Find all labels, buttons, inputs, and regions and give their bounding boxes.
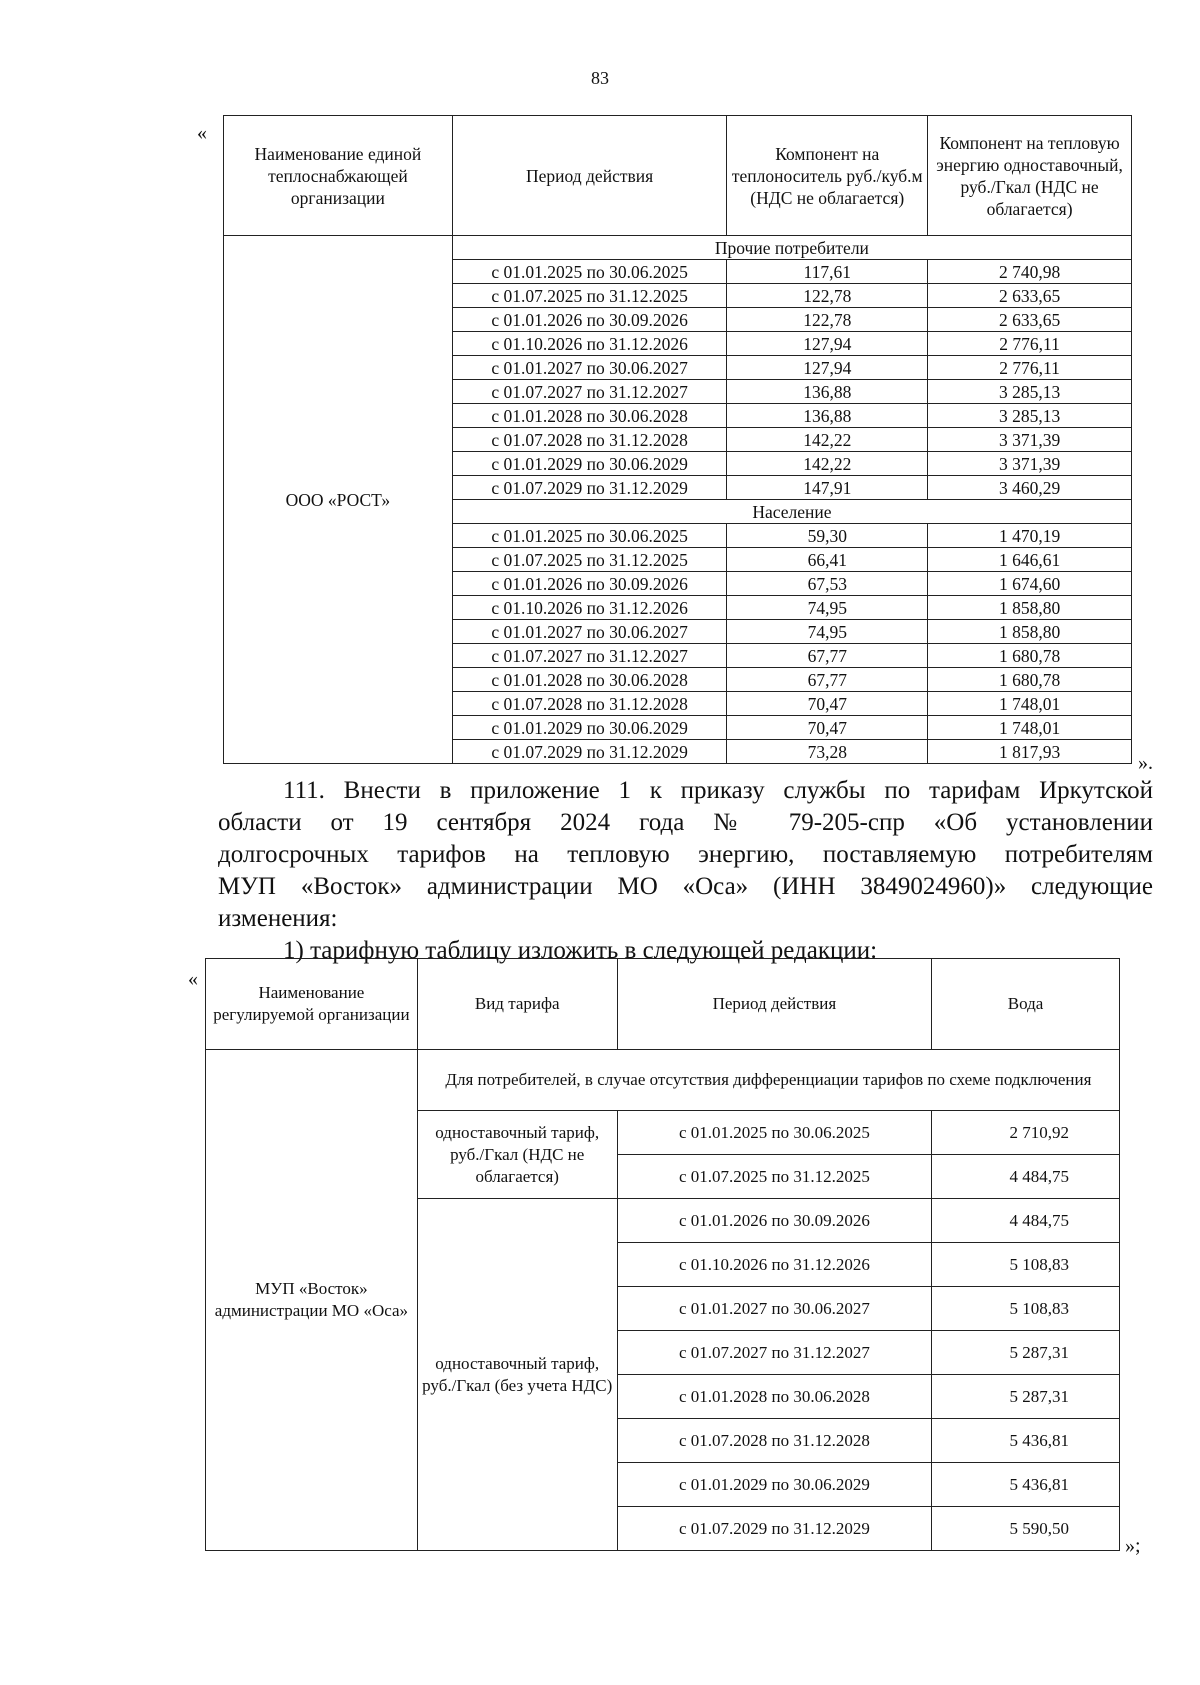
water-value: 5 108,83 — [932, 1287, 1120, 1331]
paragraph-line: МУП «Восток» администрации МО «Оса» (ИНН 3849024960)» следующие — [218, 873, 1153, 900]
energy-value: 2 633,65 — [928, 284, 1132, 308]
energy-value: 1 646,61 — [928, 548, 1132, 572]
period-cell: с 01.10.2026 по 31.12.2026 — [452, 332, 727, 356]
water-value: 5 590,50 — [932, 1507, 1120, 1551]
period-cell: с 01.10.2026 по 31.12.2026 — [617, 1243, 932, 1287]
period-cell: с 01.07.2029 по 31.12.2029 — [452, 476, 727, 500]
table2-org-cell: МУП «Восток» администрации МО «Оса» — [206, 1050, 418, 1551]
coolant-value: 74,95 — [727, 620, 928, 644]
period-cell: с 01.01.2025 по 30.06.2025 — [452, 524, 727, 548]
energy-value: 2 776,11 — [928, 356, 1132, 380]
energy-value: 1 680,78 — [928, 668, 1132, 692]
coolant-value: 122,78 — [727, 284, 928, 308]
section-title: Для потребителей, в случае отсутствия дифференциации тарифов по схеме подключения — [417, 1050, 1119, 1111]
energy-value: 1 470,19 — [928, 524, 1132, 548]
period-cell: с 01.07.2025 по 31.12.2025 — [452, 284, 727, 308]
period-cell: с 01.01.2028 по 30.06.2028 — [452, 404, 727, 428]
tariff-type-cell: одноставочный тариф, руб./Гкал (без учета НДС) — [417, 1199, 617, 1551]
table2-close-quote: »; — [1125, 1535, 1141, 1557]
period-cell: с 01.01.2028 по 30.06.2028 — [452, 668, 727, 692]
period-cell: с 01.07.2025 по 31.12.2025 — [452, 548, 727, 572]
coolant-value: 142,22 — [727, 452, 928, 476]
coolant-value: 127,94 — [727, 332, 928, 356]
coolant-value: 122,78 — [727, 308, 928, 332]
table1-open-quote: « — [197, 122, 207, 144]
page-number: 83 — [591, 68, 609, 88]
period-cell: с 01.07.2028 по 31.12.2028 — [452, 428, 727, 452]
water-value: 5 108,83 — [932, 1243, 1120, 1287]
energy-value: 1 858,80 — [928, 620, 1132, 644]
paragraph-line: изменения: — [218, 905, 338, 932]
energy-value: 3 460,29 — [928, 476, 1132, 500]
period-cell: с 01.07.2028 по 31.12.2028 — [452, 692, 727, 716]
energy-value: 1 748,01 — [928, 716, 1132, 740]
group-title-row — [224, 236, 1132, 260]
table1-close-quote: ». — [1138, 752, 1153, 774]
period-cell: с 01.07.2025 по 31.12.2025 — [617, 1155, 932, 1199]
period-cell: с 01.10.2026 по 31.12.2026 — [452, 596, 727, 620]
group-title: Прочие потребители — [452, 236, 1131, 260]
coolant-value: 142,22 — [727, 428, 928, 452]
period-cell: с 01.01.2029 по 30.06.2029 — [617, 1463, 932, 1507]
energy-value: 1 817,93 — [928, 740, 1132, 764]
period-cell: с 01.01.2027 по 30.06.2027 — [452, 356, 727, 380]
amendment-paragraph — [218, 775, 1153, 967]
water-value: 2 710,92 — [932, 1111, 1120, 1155]
coolant-value: 127,94 — [727, 356, 928, 380]
coolant-value: 136,88 — [727, 404, 928, 428]
section-row — [206, 1050, 1120, 1111]
period-cell: с 01.01.2026 по 30.09.2026 — [452, 572, 727, 596]
tariff-table-vostok — [205, 958, 1120, 1551]
energy-value: 3 371,39 — [928, 428, 1132, 452]
coolant-value: 147,91 — [727, 476, 928, 500]
period-cell: с 01.07.2029 по 31.12.2029 — [617, 1507, 932, 1551]
period-cell: с 01.07.2027 по 31.12.2027 — [452, 644, 727, 668]
table1-header-energy: Компонент на тепловую энергию одноставочный, руб./Гкал (НДС не облагается) — [928, 116, 1132, 236]
period-cell: с 01.07.2028 по 31.12.2028 — [617, 1419, 932, 1463]
table2-header-org: Наименование регулируемой организации — [206, 959, 418, 1050]
water-value: 5 436,81 — [932, 1463, 1120, 1507]
paragraph-line: долгосрочных тарифов на тепловую энергию, поставляемую потребителям — [218, 841, 1153, 868]
paragraph-item: 1) тарифную таблицу изложить в следующей редакции: — [283, 937, 878, 964]
period-cell: с 01.01.2027 по 30.06.2027 — [617, 1287, 932, 1331]
coolant-value: 66,41 — [727, 548, 928, 572]
table1-org-cell: ООО «РОСТ» — [224, 236, 453, 764]
tariff-table-rost — [223, 115, 1132, 764]
tariff-type-cell: одноставочный тариф, руб./Гкал (НДС не облагается) — [417, 1111, 617, 1199]
table2-header-tariff-type: Вид тарифа — [417, 959, 617, 1050]
period-cell: с 01.01.2026 по 30.09.2026 — [617, 1199, 932, 1243]
group-title: Население — [452, 500, 1131, 524]
water-value: 5 287,31 — [932, 1331, 1120, 1375]
table1-header-period: Период действия — [452, 116, 727, 236]
coolant-value: 67,77 — [727, 668, 928, 692]
period-cell: с 01.07.2027 по 31.12.2027 — [617, 1331, 932, 1375]
table2-open-quote: « — [188, 968, 198, 990]
water-value: 5 287,31 — [932, 1375, 1120, 1419]
coolant-value: 70,47 — [727, 716, 928, 740]
energy-value: 2 740,98 — [928, 260, 1132, 284]
period-cell: с 01.01.2029 по 30.06.2029 — [452, 452, 727, 476]
table2-header-row — [206, 959, 1120, 1050]
coolant-value: 59,30 — [727, 524, 928, 548]
energy-value: 1 858,80 — [928, 596, 1132, 620]
coolant-value: 136,88 — [727, 380, 928, 404]
energy-value: 3 371,39 — [928, 452, 1132, 476]
energy-value: 3 285,13 — [928, 380, 1132, 404]
table1-header-coolant: Компонент на теплоноситель руб./куб.м (НДС не облагается) — [727, 116, 928, 236]
energy-value: 2 776,11 — [928, 332, 1132, 356]
paragraph-line: 111. Внести в приложение 1 к приказу службы по тарифам Иркутской — [283, 777, 1153, 804]
energy-value: 1 748,01 — [928, 692, 1132, 716]
coolant-value: 74,95 — [727, 596, 928, 620]
table2-header-period: Период действия — [617, 959, 932, 1050]
energy-value: 2 633,65 — [928, 308, 1132, 332]
energy-value: 1 674,60 — [928, 572, 1132, 596]
period-cell: с 01.07.2027 по 31.12.2027 — [452, 380, 727, 404]
energy-value: 3 285,13 — [928, 404, 1132, 428]
period-cell: с 01.01.2026 по 30.09.2026 — [452, 308, 727, 332]
water-value: 5 436,81 — [932, 1419, 1120, 1463]
period-cell: с 01.01.2025 по 30.06.2025 — [452, 260, 727, 284]
coolant-value: 117,61 — [727, 260, 928, 284]
table1-header-row — [224, 116, 1132, 236]
water-value: 4 484,75 — [932, 1199, 1120, 1243]
table2-header-water: Вода — [932, 959, 1120, 1050]
period-cell: с 01.01.2027 по 30.06.2027 — [452, 620, 727, 644]
paragraph-line: области от 19 сентября 2024 года № 79-205-спр «Об установлении — [218, 809, 1153, 836]
coolant-value: 67,53 — [727, 572, 928, 596]
period-cell: с 01.01.2028 по 30.06.2028 — [617, 1375, 932, 1419]
coolant-value: 67,77 — [727, 644, 928, 668]
coolant-value: 73,28 — [727, 740, 928, 764]
table1-header-org: Наименование единой теплоснабжающей организации — [224, 116, 453, 236]
coolant-value: 70,47 — [727, 692, 928, 716]
water-value: 4 484,75 — [932, 1155, 1120, 1199]
period-cell: с 01.01.2029 по 30.06.2029 — [452, 716, 727, 740]
period-cell: с 01.07.2029 по 31.12.2029 — [452, 740, 727, 764]
period-cell: с 01.01.2025 по 30.06.2025 — [617, 1111, 932, 1155]
energy-value: 1 680,78 — [928, 644, 1132, 668]
